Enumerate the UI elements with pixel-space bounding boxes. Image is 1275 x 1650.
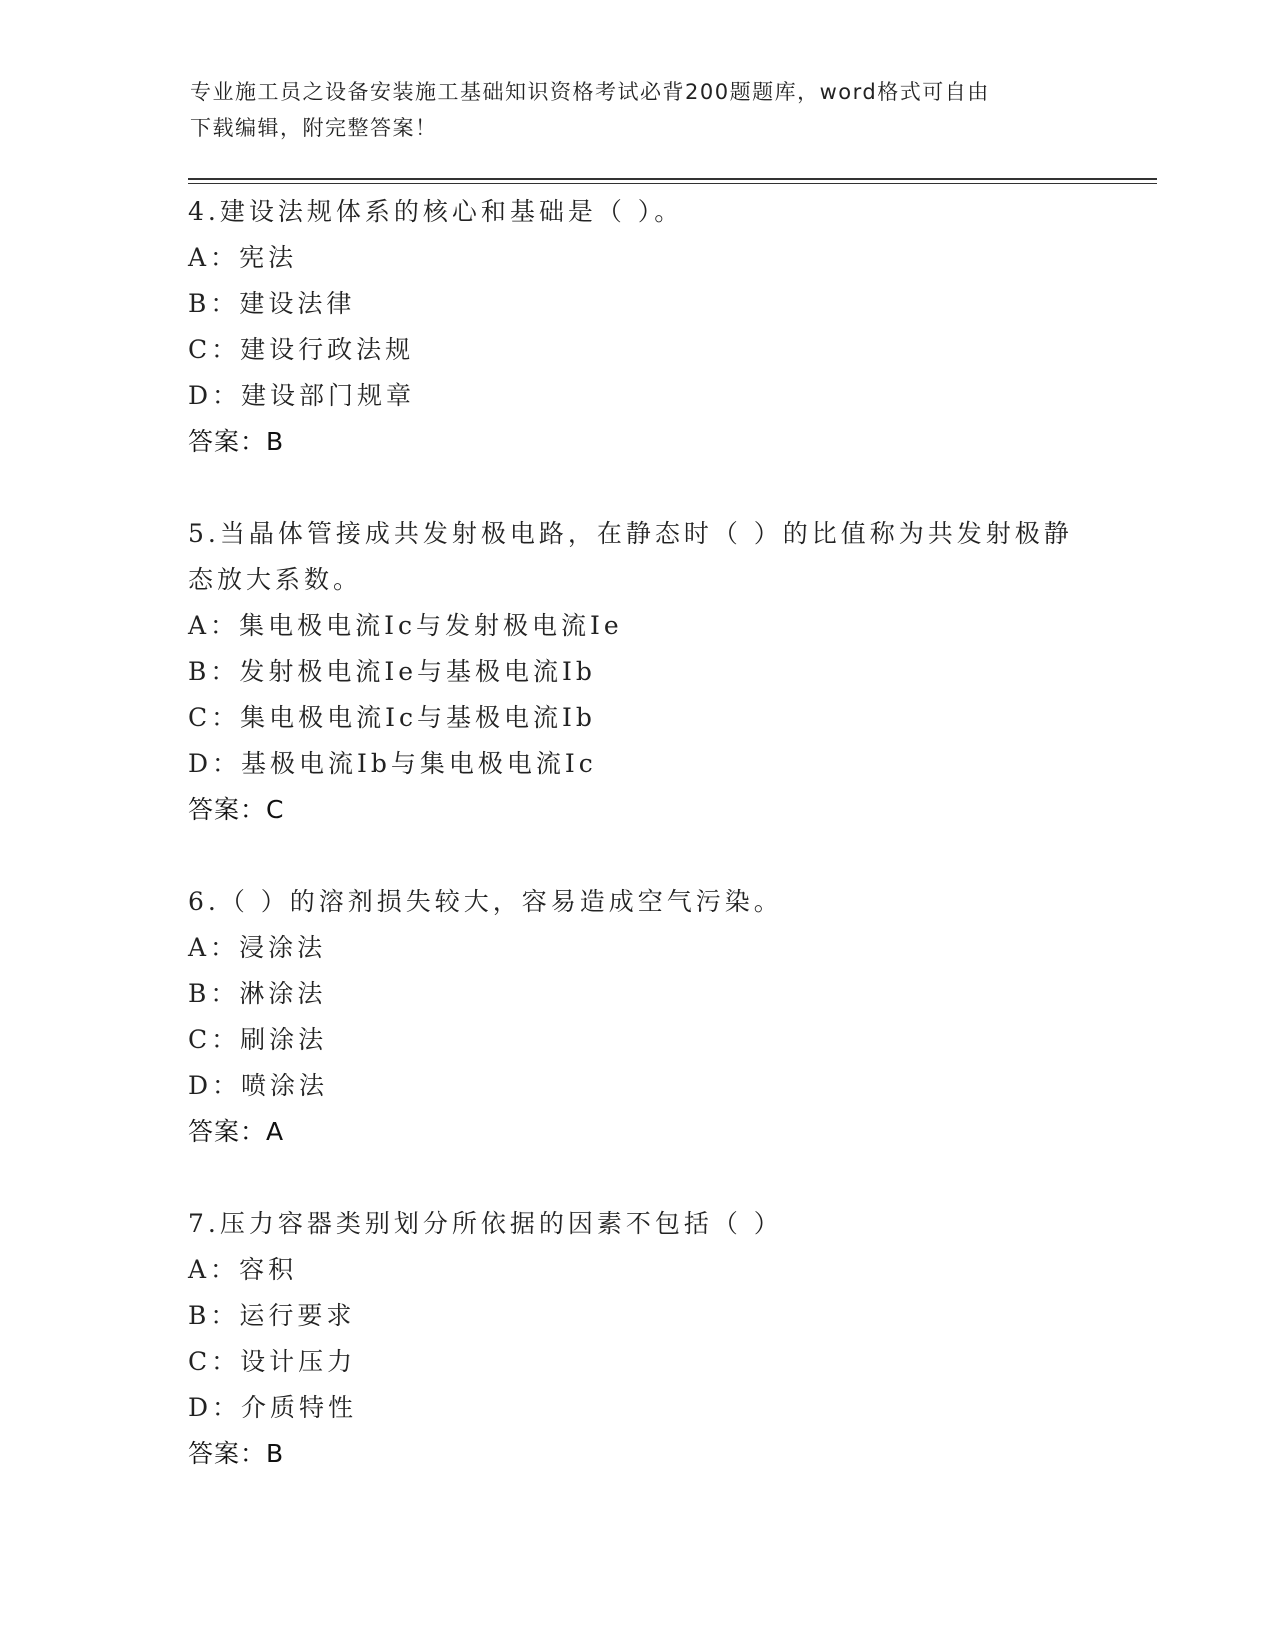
option-text: 介质特性 <box>241 1393 358 1422</box>
header-line-1: 专业施工员之设备安装施工基础知识资格考试必背200题题库，word格式可自由 <box>190 80 990 104</box>
option-text: 设计压力 <box>240 1347 357 1376</box>
header-line-2: 下载编辑，附完整答案！ <box>190 116 438 140</box>
option-key: A： <box>188 243 240 272</box>
option-text: 发射极电流Ie与基极电流Ib <box>239 657 596 686</box>
answer-line: 答案：C <box>188 795 285 824</box>
option-text: 淋涂法 <box>239 979 327 1008</box>
option-a <box>188 235 1088 281</box>
question-block <box>188 189 1088 465</box>
option-b <box>188 971 1088 1017</box>
option-text: 刷涂法 <box>240 1025 328 1054</box>
option-d <box>188 741 1088 787</box>
answer-line: 答案：B <box>188 1439 285 1468</box>
question-block <box>188 1201 1088 1477</box>
option-text: 容积 <box>239 1255 298 1284</box>
option-text: 建设部门规章 <box>241 381 416 410</box>
option-a <box>188 1247 1088 1293</box>
option-a <box>188 925 1088 971</box>
question-block <box>188 511 1088 833</box>
document-header <box>190 74 1090 146</box>
question-stem: 7.压力容器类别划分所依据的因素不包括（ ） <box>188 1209 783 1238</box>
question-stem: 6.（ ）的溶剂损失较大，容易造成空气污染。 <box>188 887 783 916</box>
option-text: 建设行政法规 <box>240 335 415 364</box>
option-text: 集电极电流Ic与发射极电流Ie <box>239 611 623 640</box>
option-text: 运行要求 <box>239 1301 356 1330</box>
option-key: D： <box>188 381 242 410</box>
question-stem: 5.当晶体管接成共发射极电路，在静态时（ ）的比值称为共发射极静态放大系数。 <box>188 519 1073 594</box>
option-key: A： <box>188 933 240 962</box>
option-key: A： <box>188 611 240 640</box>
option-key: C： <box>188 1347 241 1376</box>
option-b <box>188 281 1088 327</box>
header-divider-thin <box>188 183 1157 184</box>
option-d <box>188 1063 1088 1109</box>
question-block <box>188 879 1088 1155</box>
option-text: 基极电流Ib与集电极电流Ic <box>241 749 597 778</box>
option-c <box>188 1339 1088 1385</box>
answer-line: 答案：A <box>188 1117 285 1146</box>
option-c <box>188 695 1088 741</box>
option-key: A： <box>188 1255 240 1284</box>
option-c <box>188 327 1088 373</box>
option-key: B： <box>188 1301 240 1330</box>
option-key: C： <box>188 1025 241 1054</box>
option-key: D： <box>188 749 242 778</box>
option-key: C： <box>188 335 241 364</box>
option-key: B： <box>188 979 240 1008</box>
question-stem: 4.建设法规体系的核心和基础是（ ）。 <box>188 197 684 226</box>
option-key: B： <box>188 289 240 318</box>
option-text: 宪法 <box>239 243 298 272</box>
option-text: 建设法律 <box>239 289 356 318</box>
option-key: D： <box>188 1393 242 1422</box>
answer-line: 答案：B <box>188 427 285 456</box>
option-text: 集电极电流Ic与基极电流Ib <box>240 703 596 732</box>
option-b <box>188 1293 1088 1339</box>
option-d <box>188 373 1088 419</box>
option-c <box>188 1017 1088 1063</box>
option-a <box>188 603 1088 649</box>
option-text: 浸涂法 <box>239 933 327 962</box>
option-text: 喷涂法 <box>241 1071 329 1100</box>
header-divider-thick <box>188 178 1157 180</box>
question-list <box>188 189 1088 1523</box>
option-key: C： <box>188 703 241 732</box>
option-d <box>188 1385 1088 1431</box>
option-key: D： <box>188 1071 242 1100</box>
option-key: B： <box>188 657 240 686</box>
option-b <box>188 649 1088 695</box>
